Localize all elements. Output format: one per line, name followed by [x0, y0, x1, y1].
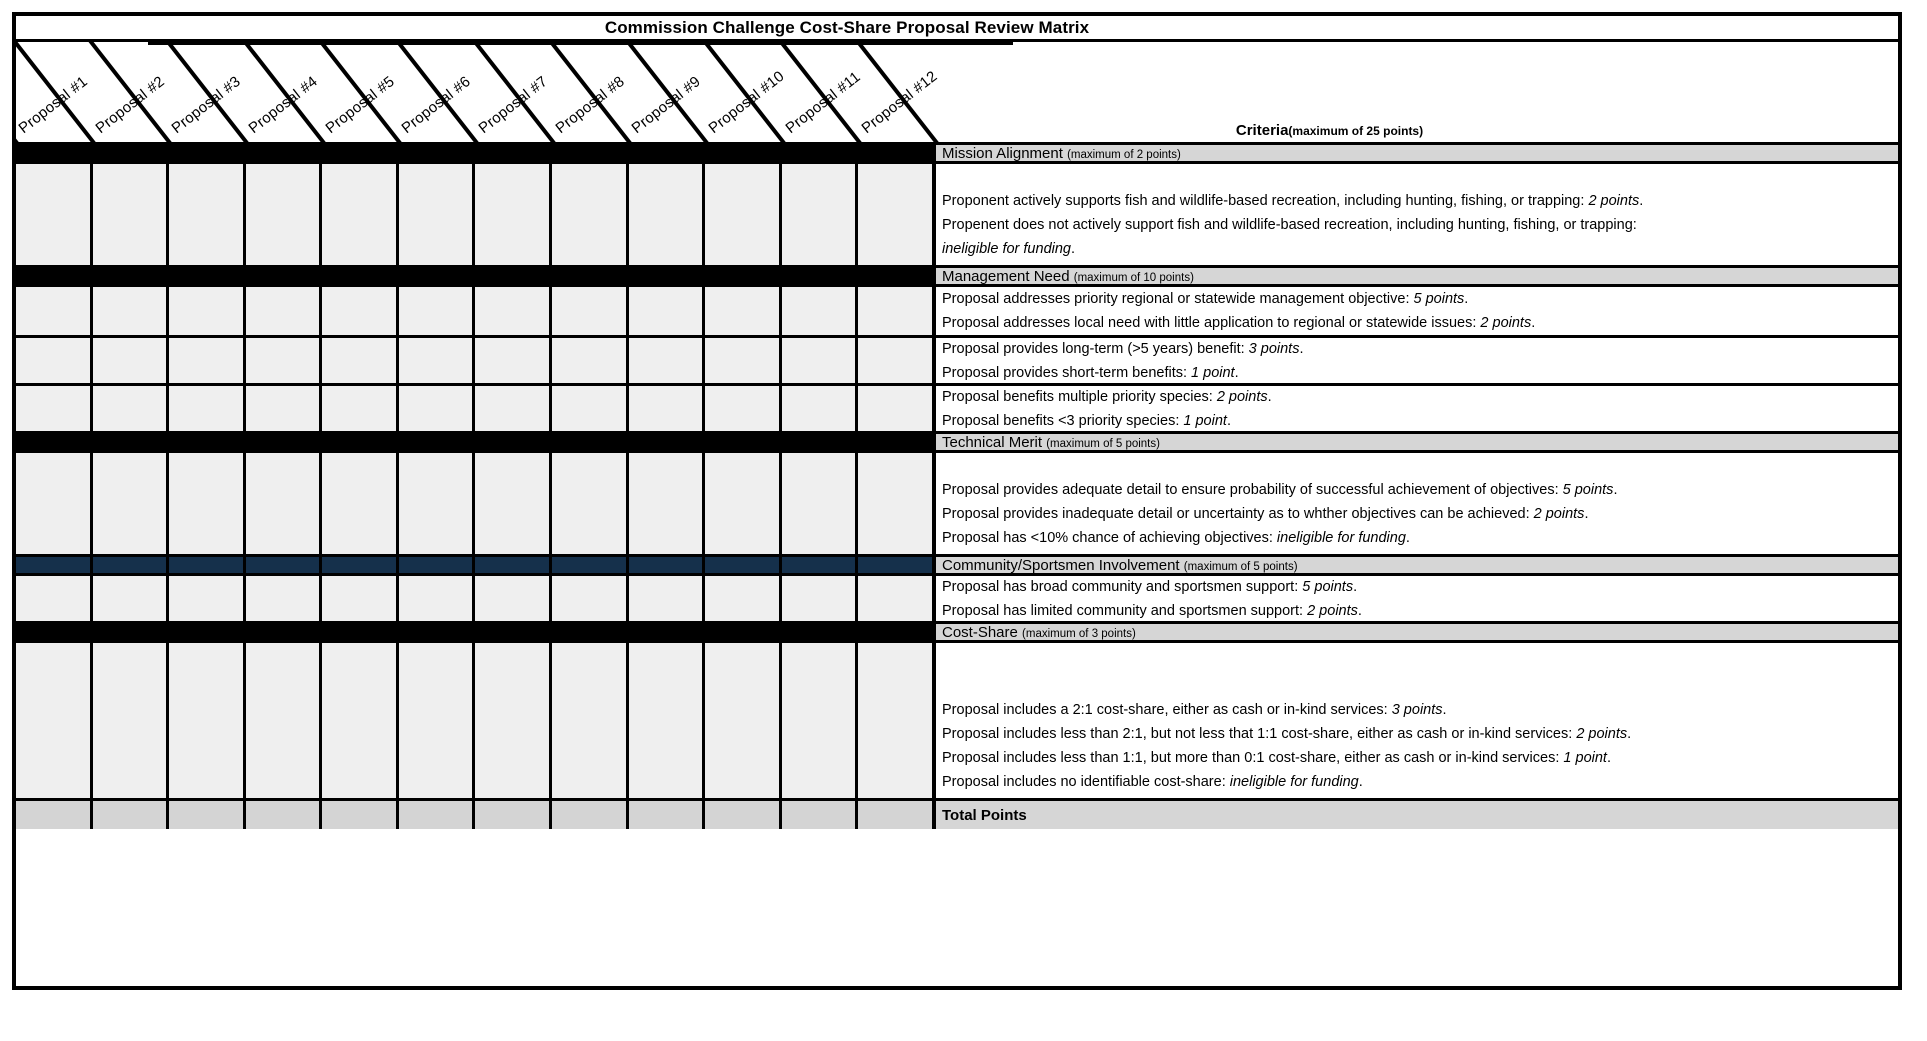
- section-max-points: (maximum of 3 points): [1022, 627, 1136, 640]
- criterion-points: 2 points: [1216, 388, 1268, 405]
- score-cell-proposal-2[interactable]: [92, 434, 168, 450]
- section-title: Management Need (maximum of 10 points): [942, 267, 1194, 285]
- section-header-cell: [936, 434, 1898, 450]
- section-band-community-sportsmen-involvement: [16, 557, 1898, 576]
- criterion-line: Proposal provides inadequate detail or uncertainty as to whther objectives can be achieved: 2 points.: [942, 506, 1589, 522]
- score-cell-proposal-5[interactable]: [322, 576, 399, 621]
- matrix-body: [16, 145, 1898, 986]
- score-cell-proposal-3[interactable]: [169, 453, 246, 554]
- score-cell-proposal-2[interactable]: [93, 801, 170, 829]
- criteria-max-points: (maximum of 25 points): [1288, 124, 1424, 138]
- score-cell-proposal-11[interactable]: [782, 801, 859, 829]
- score-cell-strip: [16, 268, 936, 284]
- proposal-column-divider: [16, 42, 19, 145]
- score-cell-proposal-1[interactable]: [16, 434, 92, 450]
- score-cell-proposal-7[interactable]: [475, 164, 552, 265]
- score-cell-proposal-5[interactable]: [321, 268, 397, 284]
- section-band-cost-share: [16, 624, 1898, 643]
- score-cell-proposal-12[interactable]: [858, 576, 932, 621]
- criterion-line: Propenent does not actively support fish and wildlife-based recreation, including hunting, fishing, or trapping:: [942, 217, 1637, 233]
- score-cell-proposal-5[interactable]: [322, 164, 399, 265]
- score-cell-proposal-2[interactable]: [93, 287, 170, 335]
- section-band-management-need: [16, 268, 1898, 287]
- score-cell-proposal-1[interactable]: [16, 643, 93, 798]
- score-cell-proposal-4[interactable]: [246, 287, 323, 335]
- score-cell-proposal-7[interactable]: [474, 624, 550, 640]
- score-cell-proposal-6[interactable]: [399, 164, 476, 265]
- score-cell-proposal-12[interactable]: [858, 164, 932, 265]
- score-cell-proposal-6[interactable]: [399, 287, 476, 335]
- score-cell-proposal-4[interactable]: [245, 624, 321, 640]
- proposal-column-header-7: Proposal #7: [475, 72, 551, 137]
- criteria-text-cell: [936, 386, 1898, 431]
- proposal-column-header-9: Proposal #9: [628, 72, 705, 137]
- score-cell-proposal-7[interactable]: [474, 434, 550, 450]
- criteria-text-cell: [936, 576, 1898, 621]
- score-cell-proposal-11[interactable]: [782, 643, 859, 798]
- score-cell-proposal-3[interactable]: [169, 434, 245, 450]
- score-cell-proposal-9[interactable]: [629, 386, 706, 431]
- score-cell-proposal-11[interactable]: [779, 434, 855, 450]
- criterion-line: Proposal addresses priority regional or statewide management objective: 5 points.: [942, 291, 1469, 307]
- score-cell-proposal-8[interactable]: [552, 386, 629, 431]
- proposal-column-header-5: Proposal #5: [322, 72, 398, 137]
- score-cell-proposal-5[interactable]: [322, 801, 399, 829]
- score-cell-strip: [16, 624, 936, 640]
- score-cell-proposal-6[interactable]: [399, 557, 476, 573]
- score-cell-strip: [16, 576, 936, 621]
- score-cell-proposal-4[interactable]: [246, 576, 323, 621]
- score-cell-proposal-3[interactable]: [169, 268, 245, 284]
- section-max-points: (maximum of 5 points): [1046, 437, 1160, 450]
- section-title: Cost-Share (maximum of 3 points): [942, 623, 1136, 641]
- criterion-line: ineligible for funding.: [942, 241, 1076, 257]
- criterion-line: Proposal addresses local need with little application to regional or statewide issues: 2 points.: [942, 315, 1536, 331]
- score-cell-proposal-2[interactable]: [93, 164, 170, 265]
- score-cell-proposal-8[interactable]: [552, 453, 629, 554]
- score-cell-proposal-4[interactable]: [246, 453, 323, 554]
- score-cell-proposal-2[interactable]: [93, 338, 170, 383]
- score-cell-strip: [16, 386, 936, 431]
- proposal-header-slants: [16, 42, 941, 145]
- criterion-points: 2 points: [1480, 315, 1532, 331]
- score-cell-proposal-3[interactable]: [169, 386, 246, 431]
- score-cell-proposal-4[interactable]: [246, 557, 323, 573]
- score-cell-proposal-7[interactable]: [474, 145, 550, 161]
- score-cell-proposal-3[interactable]: [169, 643, 246, 798]
- criterion-points: 2 points: [1576, 726, 1628, 742]
- score-cell-proposal-9[interactable]: [627, 145, 703, 161]
- score-cell-proposal-11[interactable]: [782, 287, 859, 335]
- score-cell-proposal-3[interactable]: [169, 557, 246, 573]
- score-cell-proposal-7[interactable]: [475, 453, 552, 554]
- page-title: Commission Challenge Cost-Share Proposal Review Matrix: [604, 17, 1090, 37]
- score-cell-proposal-4[interactable]: [246, 643, 323, 798]
- score-cell-proposal-3[interactable]: [169, 145, 245, 161]
- score-cell-proposal-11[interactable]: [779, 145, 855, 161]
- total-points-label: Total Points: [942, 806, 1027, 824]
- score-cell-proposal-7[interactable]: [475, 386, 552, 431]
- criteria-row: [16, 164, 1898, 268]
- score-cell-proposal-8[interactable]: [550, 434, 626, 450]
- section-max-points: (maximum of 10 points): [1073, 271, 1194, 284]
- score-cell-proposal-4[interactable]: [246, 386, 323, 431]
- score-cell-proposal-12[interactable]: [858, 338, 932, 383]
- score-cell-proposal-4[interactable]: [246, 801, 323, 829]
- score-cell-proposal-7[interactable]: [475, 576, 552, 621]
- score-cell-proposal-5[interactable]: [322, 386, 399, 431]
- score-cell-proposal-10[interactable]: [705, 164, 782, 265]
- criteria-row: [16, 287, 1898, 338]
- score-cell-proposal-9[interactable]: [629, 643, 706, 798]
- score-cell-proposal-9[interactable]: [629, 576, 706, 621]
- score-cell-proposal-9[interactable]: [627, 624, 703, 640]
- score-cell-proposal-7[interactable]: [475, 557, 552, 573]
- score-cell-proposal-2[interactable]: [93, 386, 170, 431]
- criterion-points: 5 points: [1302, 578, 1354, 595]
- score-cell-proposal-4[interactable]: [246, 164, 323, 265]
- score-cell-proposal-7[interactable]: [475, 287, 552, 335]
- criteria-text-cell: [936, 338, 1898, 383]
- criterion-points: ineligible for funding: [1276, 530, 1406, 546]
- score-cell-proposal-8[interactable]: [552, 164, 629, 265]
- score-cell-proposal-9[interactable]: [627, 434, 703, 450]
- section-band-mission-alignment: [16, 145, 1898, 164]
- score-cell-proposal-1[interactable]: [16, 801, 93, 829]
- score-cell-proposal-6[interactable]: [398, 268, 474, 284]
- criteria-row: [16, 643, 1898, 801]
- section-header-cell: [936, 624, 1898, 640]
- score-cell-proposal-5[interactable]: [321, 145, 397, 161]
- score-cell-proposal-10[interactable]: [705, 386, 782, 431]
- criterion-points: 5 points: [1562, 482, 1614, 498]
- criteria-row: [16, 453, 1898, 557]
- criterion-points: 1 point: [1183, 412, 1227, 429]
- score-cell-proposal-8[interactable]: [552, 801, 629, 829]
- score-cell-proposal-10[interactable]: [705, 338, 782, 383]
- score-cell-proposal-5[interactable]: [322, 643, 399, 798]
- header-top-edge: [148, 42, 1013, 45]
- score-cell-strip: [16, 287, 936, 335]
- score-cell-proposal-12[interactable]: [858, 287, 932, 335]
- score-cell-proposal-12[interactable]: [856, 434, 932, 450]
- criterion-line: Proposal includes a 2:1 cost-share, either as cash or in-kind services: 3 points.: [942, 702, 1447, 718]
- score-cell-proposal-4[interactable]: [246, 338, 323, 383]
- score-cell-proposal-10[interactable]: [703, 145, 779, 161]
- criterion-line: Proposal includes less than 1:1, but more than 0:1 cost-share, either as cash or in-kind services: 1 point.: [942, 750, 1611, 766]
- score-cell-proposal-9[interactable]: [629, 164, 706, 265]
- score-cell-proposal-11[interactable]: [782, 453, 859, 554]
- score-cell-proposal-5[interactable]: [322, 453, 399, 554]
- criterion-line: Proposal has broad community and sportsmen support: 5 points.: [942, 578, 1358, 595]
- score-cell-proposal-6[interactable]: [399, 576, 476, 621]
- criteria-column-header: [761, 122, 1898, 139]
- criteria-label: Criteria: [1235, 122, 1289, 139]
- score-cell-proposal-1[interactable]: [16, 557, 93, 573]
- score-cell-proposal-1[interactable]: [16, 576, 93, 621]
- score-cell-proposal-9[interactable]: [629, 287, 706, 335]
- score-cell-proposal-2[interactable]: [92, 624, 168, 640]
- criteria-row: [16, 386, 1898, 434]
- section-header-cell: [936, 268, 1898, 284]
- proposal-column-header-12: Proposal #12: [858, 67, 941, 137]
- section-band-technical-merit: [16, 434, 1898, 453]
- score-cell-proposal-6[interactable]: [398, 434, 474, 450]
- score-cell-proposal-10[interactable]: [705, 576, 782, 621]
- criteria-text-cell: [936, 164, 1898, 265]
- score-cell-proposal-6[interactable]: [398, 624, 474, 640]
- score-cell-strip: [16, 643, 936, 798]
- score-cell-proposal-5[interactable]: [322, 557, 399, 573]
- score-cell-proposal-8[interactable]: [552, 338, 629, 383]
- score-cell-proposal-1[interactable]: [16, 164, 93, 265]
- section-max-points: (maximum of 5 points): [1183, 560, 1298, 573]
- score-cell-proposal-10[interactable]: [705, 801, 782, 829]
- score-cell-proposal-4[interactable]: [245, 145, 321, 161]
- section-title: Community/Sportsmen Involvement (maximum of 5 points): [942, 556, 1298, 574]
- score-cell-proposal-1[interactable]: [16, 145, 92, 161]
- proposal-column-header-3: Proposal #3: [168, 72, 245, 137]
- criterion-points: 2 points: [1533, 506, 1585, 522]
- score-cell-proposal-8[interactable]: [552, 557, 629, 573]
- matrix-frame: [12, 12, 1902, 990]
- score-cell-proposal-5[interactable]: [321, 624, 397, 640]
- score-cell-proposal-8[interactable]: [550, 268, 626, 284]
- score-cell-proposal-12[interactable]: [858, 386, 932, 431]
- criterion-points: 1 point: [1563, 750, 1607, 766]
- score-cell-proposal-1[interactable]: [16, 453, 93, 554]
- criterion-points: ineligible for funding: [942, 241, 1071, 257]
- score-cell-strip: [16, 557, 936, 573]
- score-cell-proposal-6[interactable]: [398, 145, 474, 161]
- score-cell-proposal-12[interactable]: [858, 643, 932, 798]
- proposal-column-header-6: Proposal #6: [398, 72, 475, 137]
- criterion-line: Proposal includes less than 2:1, but not less that 1:1 cost-share, either as cash or in-kind services: 2 points.: [942, 726, 1632, 742]
- score-cell-proposal-9[interactable]: [629, 557, 706, 573]
- criterion-points: 5 points: [1413, 291, 1465, 307]
- score-cell-strip: [16, 801, 936, 829]
- score-cell-proposal-4[interactable]: [245, 268, 321, 284]
- score-cell-proposal-12[interactable]: [856, 145, 932, 161]
- score-cell-proposal-3[interactable]: [169, 801, 246, 829]
- score-cell-proposal-2[interactable]: [92, 145, 168, 161]
- score-cell-strip: [16, 434, 936, 450]
- score-cell-proposal-6[interactable]: [399, 453, 476, 554]
- criterion-points: 3 points: [1391, 702, 1443, 718]
- column-header-band: [16, 42, 1898, 145]
- total-points-label-cell: [936, 801, 1898, 829]
- score-cell-proposal-12[interactable]: [856, 268, 932, 284]
- criterion-line: Proposal includes no identifiable cost-share: ineligible for funding.: [942, 774, 1363, 790]
- score-cell-proposal-12[interactable]: [858, 801, 932, 829]
- score-cell-strip: [16, 145, 936, 161]
- score-cell-proposal-10[interactable]: [705, 557, 782, 573]
- proposal-column-header-4: Proposal #4: [245, 72, 321, 137]
- score-cell-proposal-3[interactable]: [169, 287, 246, 335]
- section-title: Technical Merit (maximum of 5 points): [942, 433, 1160, 451]
- score-cell-proposal-1[interactable]: [16, 268, 92, 284]
- score-cell-proposal-10[interactable]: [703, 434, 779, 450]
- score-cell-proposal-11[interactable]: [782, 386, 859, 431]
- score-cell-proposal-11[interactable]: [782, 557, 859, 573]
- score-cell-proposal-8[interactable]: [550, 145, 626, 161]
- score-cell-proposal-2[interactable]: [93, 453, 170, 554]
- criterion-line: Proposal has limited community and sportsmen support: 2 points.: [942, 602, 1362, 619]
- score-cell-proposal-9[interactable]: [629, 338, 706, 383]
- score-cell-proposal-10[interactable]: [703, 624, 779, 640]
- criterion-points: 2 points: [1307, 602, 1358, 619]
- criterion-points: 3 points: [1248, 340, 1300, 357]
- score-cell-strip: [16, 338, 936, 383]
- score-cell-proposal-6[interactable]: [399, 386, 476, 431]
- criterion-line: Proposal provides adequate detail to ensure probability of successful achievement of objectives: 5 points.: [942, 482, 1618, 498]
- proposal-column-header-11: Proposal #11: [782, 68, 864, 137]
- score-cell-proposal-5[interactable]: [322, 338, 399, 383]
- criterion-points: ineligible for funding: [1229, 774, 1359, 790]
- score-cell-proposal-6[interactable]: [399, 643, 476, 798]
- score-cell-proposal-8[interactable]: [552, 576, 629, 621]
- criteria-text-cell: [936, 287, 1898, 335]
- score-cell-proposal-3[interactable]: [169, 164, 246, 265]
- score-cell-proposal-7[interactable]: [474, 268, 550, 284]
- proposal-column-header-2: Proposal #2: [92, 72, 168, 137]
- score-cell-proposal-12[interactable]: [858, 453, 932, 554]
- score-cell-proposal-5[interactable]: [322, 287, 399, 335]
- score-cell-proposal-7[interactable]: [475, 801, 552, 829]
- score-cell-proposal-12[interactable]: [858, 557, 932, 573]
- score-cell-proposal-12[interactable]: [856, 624, 932, 640]
- score-cell-strip: [16, 453, 936, 554]
- score-cell-proposal-7[interactable]: [475, 643, 552, 798]
- score-cell-proposal-2[interactable]: [93, 557, 170, 573]
- score-cell-proposal-2[interactable]: [93, 643, 170, 798]
- score-cell-proposal-3[interactable]: [169, 338, 246, 383]
- proposal-column-header-8: Proposal #8: [552, 72, 628, 137]
- score-cell-proposal-11[interactable]: [782, 164, 859, 265]
- score-cell-proposal-11[interactable]: [779, 268, 855, 284]
- score-cell-proposal-7[interactable]: [475, 338, 552, 383]
- score-cell-proposal-11[interactable]: [782, 576, 859, 621]
- score-cell-proposal-9[interactable]: [629, 801, 706, 829]
- proposal-column-header-1: Proposal #1: [16, 72, 91, 137]
- score-cell-proposal-3[interactable]: [169, 576, 246, 621]
- score-cell-proposal-8[interactable]: [552, 643, 629, 798]
- score-cell-proposal-10[interactable]: [705, 643, 782, 798]
- score-cell-proposal-6[interactable]: [399, 338, 476, 383]
- section-header-cell: [936, 557, 1898, 573]
- criterion-line: Proposal benefits multiple priority species: 2 points.: [942, 388, 1272, 405]
- criterion-points: 1 point: [1191, 364, 1235, 381]
- criterion-line: Proposal has <10% chance of achieving objectives: ineligible for funding.: [942, 530, 1410, 546]
- criteria-row: [16, 338, 1898, 386]
- score-cell-proposal-11[interactable]: [779, 624, 855, 640]
- score-cell-strip: [16, 164, 936, 265]
- criterion-line: Proponent actively supports fish and wildlife-based recreation, including hunting, fishing, or trapping: 2 points.: [942, 193, 1644, 209]
- section-header-cell: [936, 145, 1898, 161]
- score-cell-proposal-5[interactable]: [321, 434, 397, 450]
- criterion-line: Proposal provides short-term benefits: 1 point.: [942, 364, 1239, 381]
- criteria-text-cell: [936, 453, 1898, 554]
- proposal-column-header-10: Proposal #10: [705, 67, 788, 137]
- score-cell-proposal-10[interactable]: [705, 453, 782, 554]
- score-cell-proposal-1[interactable]: [16, 338, 93, 383]
- score-cell-proposal-1[interactable]: [16, 624, 92, 640]
- score-cell-proposal-8[interactable]: [552, 287, 629, 335]
- score-cell-proposal-10[interactable]: [705, 287, 782, 335]
- score-cell-proposal-9[interactable]: [627, 268, 703, 284]
- score-cell-proposal-10[interactable]: [703, 268, 779, 284]
- criterion-line: Proposal benefits <3 priority species: 1 point.: [942, 412, 1231, 429]
- score-cell-proposal-2[interactable]: [93, 576, 170, 621]
- score-cell-proposal-4[interactable]: [245, 434, 321, 450]
- criterion-line: Proposal provides long-term (>5 years) benefit: 3 points.: [942, 340, 1304, 357]
- score-cell-proposal-2[interactable]: [92, 268, 168, 284]
- score-cell-proposal-8[interactable]: [550, 624, 626, 640]
- section-max-points: (maximum of 2 points): [1067, 148, 1181, 161]
- score-cell-proposal-3[interactable]: [169, 624, 245, 640]
- score-cell-proposal-1[interactable]: [16, 287, 93, 335]
- score-cell-proposal-1[interactable]: [16, 386, 93, 431]
- criteria-row: [16, 576, 1898, 624]
- score-cell-proposal-9[interactable]: [629, 453, 706, 554]
- total-points-row: [16, 801, 1898, 829]
- criterion-points: 2 points: [1588, 193, 1640, 209]
- criteria-text-cell: [936, 643, 1898, 798]
- title-bar: [16, 16, 1898, 42]
- score-cell-proposal-11[interactable]: [782, 338, 859, 383]
- score-cell-proposal-6[interactable]: [399, 801, 476, 829]
- section-title: Mission Alignment (maximum of 2 points): [942, 144, 1181, 162]
